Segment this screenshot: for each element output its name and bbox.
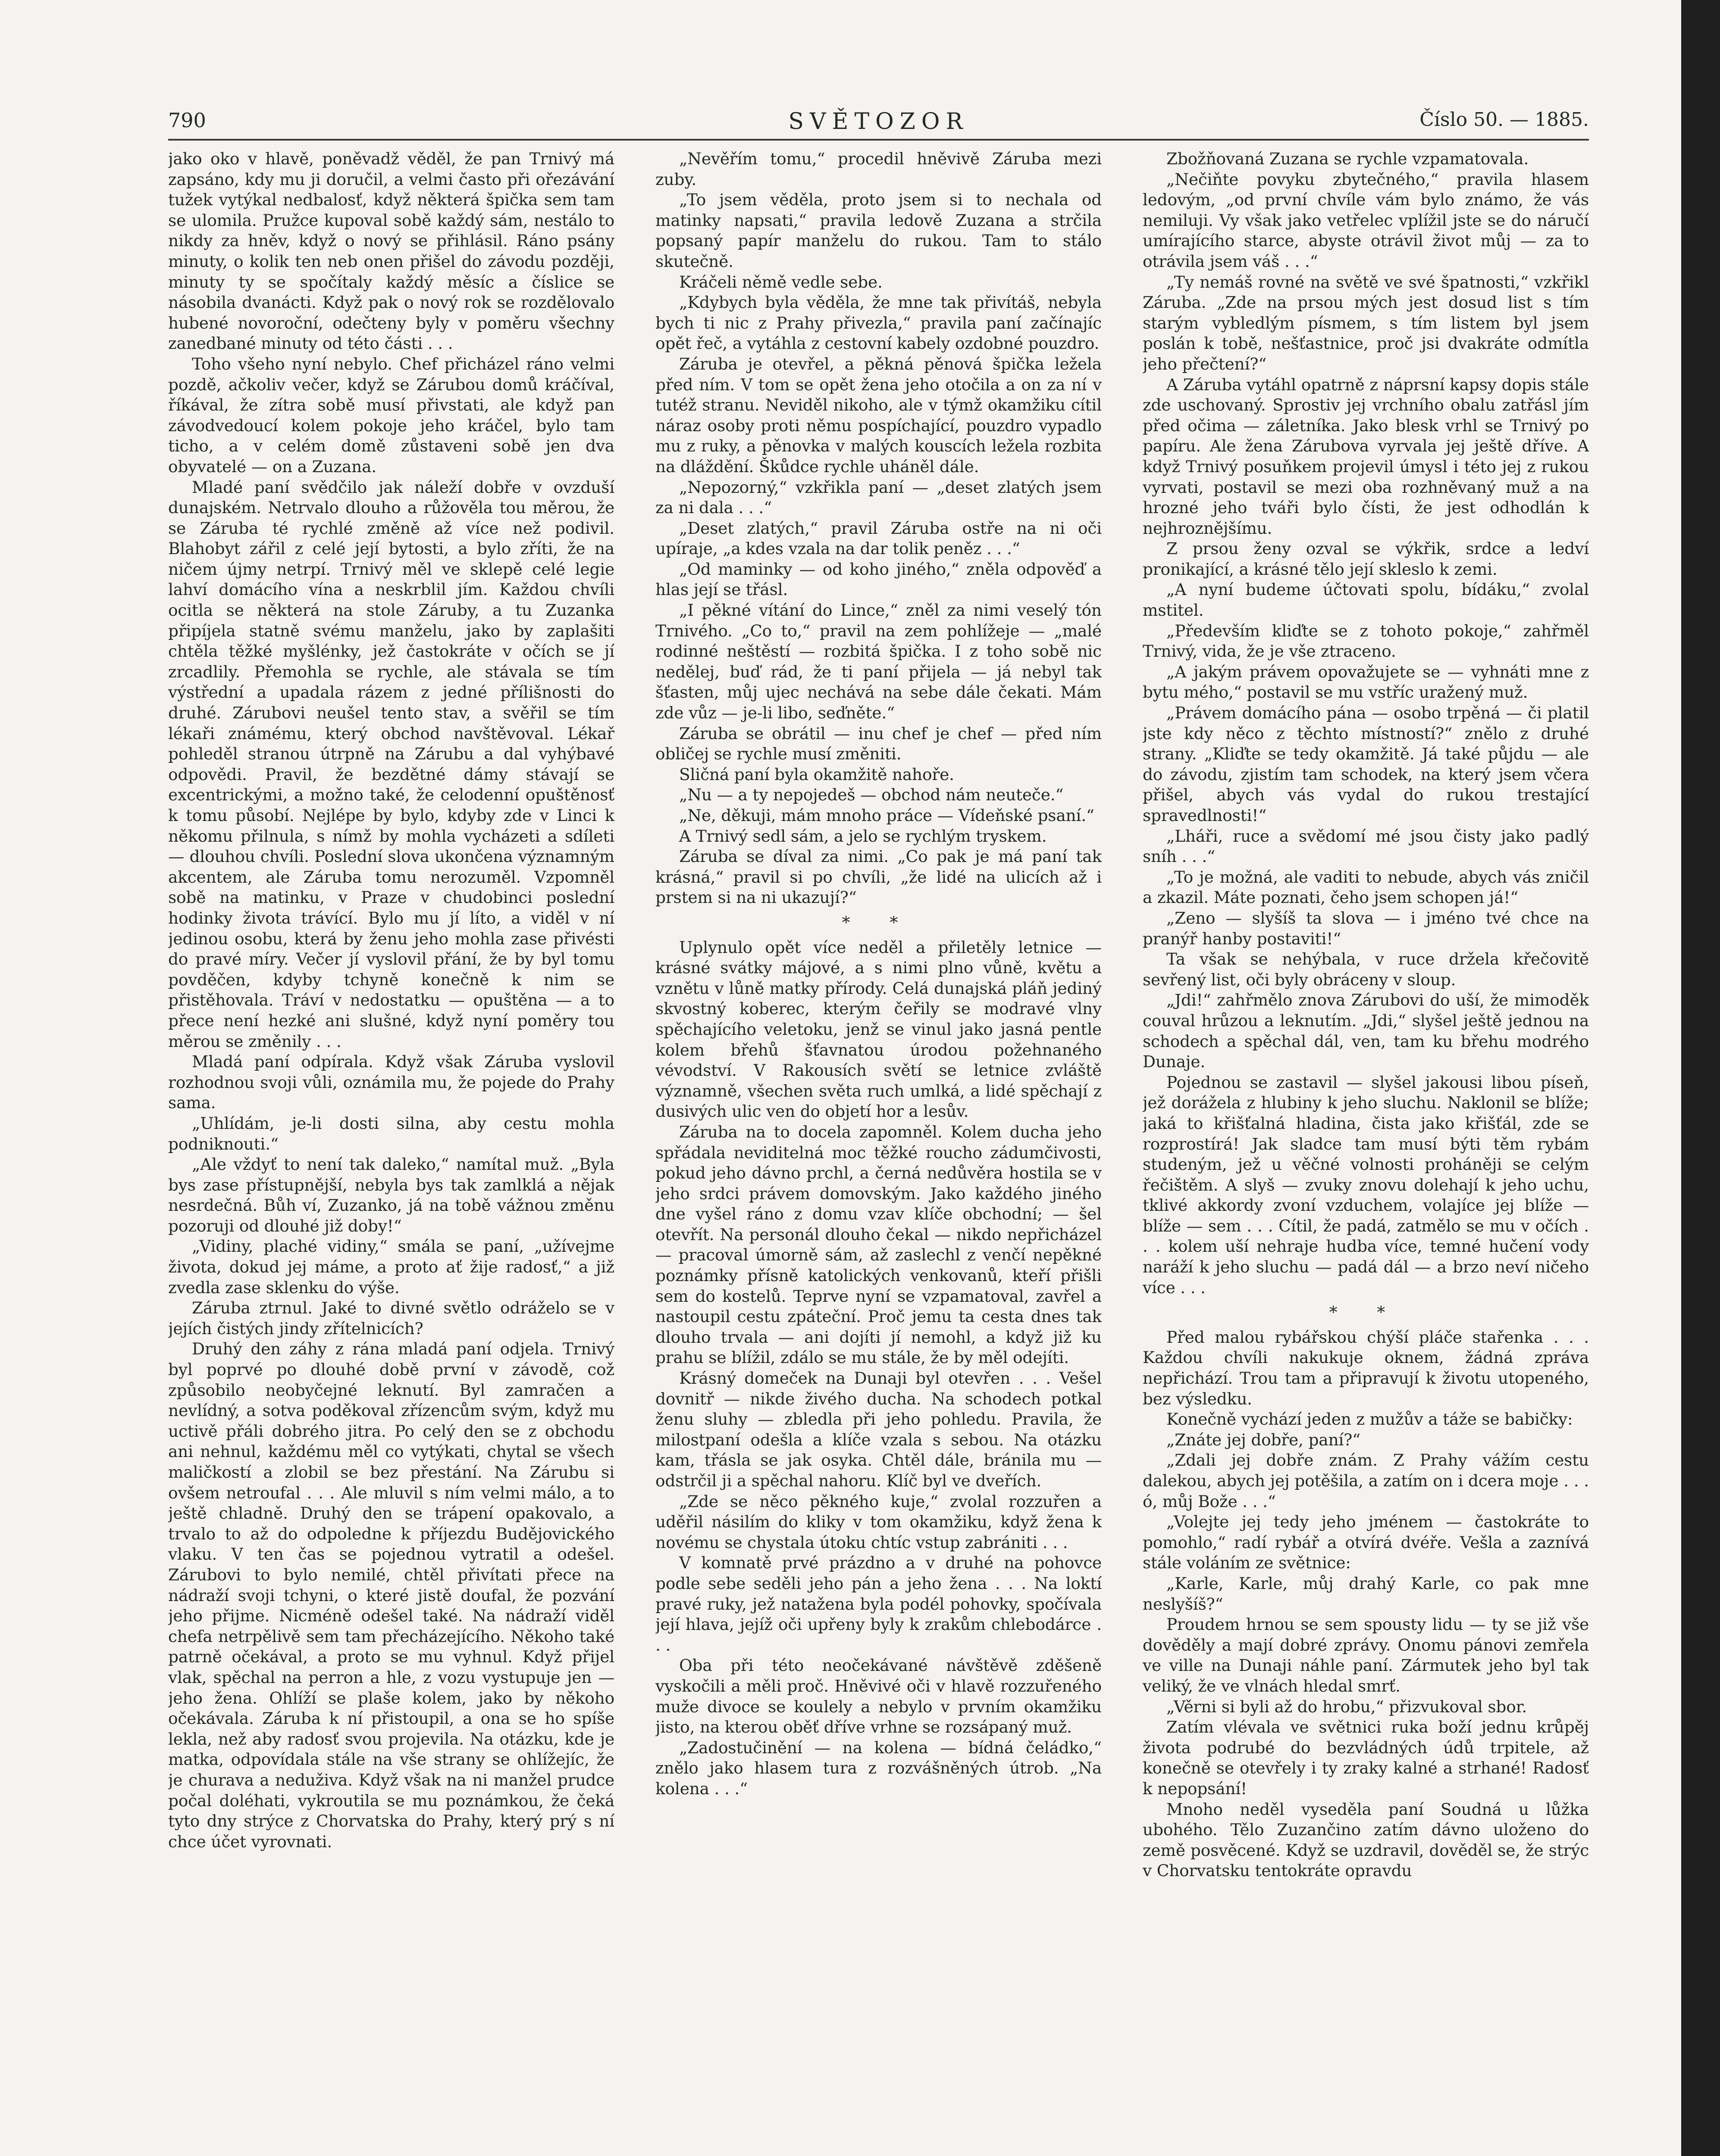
- paragraph: „Právem domácího pána — osobo trpěná — či platil jste kdy něco z těchto místností?“ znělo z druhé strany. „Kliďte se tedy okamžitě. Já také půjdu — ale do závodu, zjistím tam schodek, na který jsem včera přišel, abych vás vydal do rukou trestající spravedlnosti!“: [1143, 703, 1589, 825]
- paragraph: Zatím vlévala ve světnici ruka boží jednu krůpěj života podrubé do bezvládných údů trpitele, až konečně se otevřely i ty zraky kalné a strhané! Radosť k nepopsání!: [1143, 1717, 1589, 1798]
- paragraph: „Zde se něco pěkného kuje,“ zvolal rozzuřen a uděřil násilím do kliky v tom okamžiku, když žena k novému se chystala útoku chtíc vstup zabrániti . . .: [655, 1492, 1102, 1552]
- paragraph: „Od maminky — od koho jiného,“ zněla odpověď a hlas její se třásl.: [655, 559, 1102, 599]
- paragraph: „Nepozorný,“ vzkřikla paní — „deset zlatých jsem za ni dala . . .“: [655, 477, 1102, 517]
- paragraph: „I pěkné vítání do Lince,“ zněl za nimi veselý tón Trnivého. „Co to,“ pravil na zem pohlížeje — „malé rodinné neštěstí — rozbitá špička. I z toho sobě nic nedělej, buď rád, že ti paní přijela — já nebyl tak šťasten, můj ujec nechává na sebe dále čekati. Mám zde vůz — je-li libo, seďněte.“: [655, 601, 1102, 723]
- paragraph: „Jdi!“ zahřmělo znova Zárubovi do uší, že mimoděk couval hrůzou a leknutím. „Jdi,“ slyšel ještě jednou na schodech a spěchal dál, ven, tam ku břehu modrého Dunaje.: [1143, 990, 1589, 1072]
- paragraph: „Volejte jej tedy jeho jménem — častokráte to pomohlo,“ radí rybář a otvírá dvéře. Vešla a zaznívá stále voláním ze světnice:: [1143, 1512, 1589, 1573]
- paragraph: „Zeno — slyšíš ta slova — i jméno tvé chce na pranýř hanby postaviti!“: [1143, 908, 1589, 948]
- paragraph: „Zdali jej dobře znám. Z Prahy vážím cestu dalekou, abych jej potěšila, a zatím on i dcera moje . . . ó, můj Bože . . .“: [1143, 1451, 1589, 1511]
- paragraph: „A jakým právem opovažujete se — vyhnáti mne z bytu mého,“ postavil se mu vstříc uražený muž.: [1143, 662, 1589, 702]
- section-divider: * *: [842, 912, 915, 932]
- paragraph: Mnoho neděl vyseděla paní Soudná u lůžka ubohého. Tělo Zuzančino zatím dávno uloženo do země posvěcené. Když se uzdravil, dověděl se, že strýc v Chorvatsku tentokráte opravdu: [1143, 1799, 1589, 1880]
- paragraph: Záruba je otevřel, a pěkná pěnová špička ležela před ním. V tom se opět žena jeho otočila a on za ní v tutéž stranu. Neviděl nikoho, ale v týmž okamžiku cítil náraz osoby proti němu pospíchající, pouzdro vypadlo mu z ruky, a pěnovka v malých kouscích ležela rozbita na dláždění. Škůdce rychle uháněl dále.: [655, 354, 1102, 476]
- scan-edge: [1681, 0, 1720, 2156]
- paragraph: „Ne, děkuji, mám mnoho práce — Vídeňské psaní.“: [679, 806, 1094, 825]
- paragraph: „Ale vždyť to není tak daleko,“ namítal muž. „Byla bys zase přístupnější, nebyla bys tak zamlklá a nějak nesrdečná. Bůh ví, Zuzanko, já na tobě vážnou změnu pozoruji od dlouhé již doby!“: [168, 1155, 614, 1235]
- paragraph: Mladé paní svědčilo jak náleží dobře v ovzduší dunajském. Netrvalo dlouho a růžověla tou měrou, že se Záruba té rychlé změně až více než podivil. Blahobyt zářil z celé její bytosti, a bylo zříti, že na ničem újmy netrpí. Trnivý měl ve sklepě celé legie lahví domácího vína a neskrblil jím. Každou chvíli ocitla se některá na stole Záruby, a tu Zuzanka připíjela statně svému manželu, jako by zaplašiti chtěla těžké myšlénky, jež častokráte v očích se jí zrcadlily. Přemohla se rychle, ale stávala se tím výstřední a upadala rázem z jedné přílišnosti do druhé. Zárubovi neušel tento stav, a svěřil se tím lékaři známému, který obchod navštěvoval. Lékař pohleděl stranou útrpně na Zárubu a dal vyhýbavé odpovědi. Pravil, že bezdětné dámy stávají se excentrickými, a možno také, že celodenní opuštěnosť k tomu působí. Nejlépe by bylo, kdyby zde v Linci k někomu přilnula, s nímž by mohla vycházeti a sdíleti — dlouhou chvíli. Poslední slova ukončena významným akcentem, ale Záruba tomu nerozuměl. Vzpomněl sobě na matinku, v Praze v chudobinci poslední hodinky života trávící. Bylo mu jí líto, a viděl v ní jedinou osobu, která by ženu jeho mohla zase přivésti do pravé míry. Večer jí vyslovil přání, že by byl tomu povděčen, kdyby tchyně konečně k nim se přistěhovala. Tráví v nedostatku — opuštěna — a to přece není hezké ani slušné, když nyní poměry tou měrou se změnily . . .: [168, 477, 614, 1051]
- paragraph: „Znáte jej dobře, paní?“: [1166, 1430, 1361, 1449]
- paragraph: Ta však se nehýbala, v ruce držela křečovitě sevřený list, oči byly obráceny v sloup.: [1143, 950, 1589, 989]
- paragraph: Záruba se obrátil — inu chef je chef — před ním obličej se rychle musí změniti.: [655, 724, 1102, 764]
- paragraph: Záruba ztrnul. Jaké to divné světlo odráželo se v jejích čistých jindy zřítelnicích?: [168, 1298, 614, 1338]
- paragraph: Krásný domeček na Dunaji byl otevřen . . . Vešel dovnitř — nikde živého ducha. Na schodech potkal ženu sluhy — zbledla při jeho pohledu. Pravila, že milostpaní odešla a klíče vzala s sebou. Na otázku kam, třásla se jak osyka. Chtěl dále, bránila mu — odstrčil ji a spěchal nahoru. Klíč byl ve dveřích.: [655, 1369, 1102, 1490]
- paragraph: Konečně vychází jeden z mužův a táže se babičky:: [1166, 1410, 1573, 1429]
- paragraph: Toho všeho nyní nebylo. Chef přicházel ráno velmi pozdě, ačkoliv večer, když se Zárubou domů kráčíval, říkával, že zítra sobě musí přivstati, ale když pan závodvedoucí kolem pokoje jeho kráčel, bylo tam ticho, a v celém domě zůstaveni sobě jen dva obyvatelé — on a Zuzana.: [168, 354, 614, 476]
- paragraph: V komnatě prvé prázdno a v druhé na pohovce podle sebe seděli jeho pán a jeho žena . . . Na loktí pravé ruky, jež natažena byla podél pohovky, spočívala její hlava, jejíž oči upřeny byly k zrakům chlebodárce . . .: [655, 1553, 1102, 1655]
- paragraph: „To jsem věděla, proto jsem si to nechala od matinky napsati,“ pravila ledově Zuzana a strčila popsaný papír manželu do rukou. Tam to stálo skutečně.: [655, 190, 1102, 271]
- paragraph: Kráčeli němě vedle sebe.: [679, 272, 883, 291]
- journal-title: SVĚTOZOR: [788, 109, 969, 135]
- paragraph: „Uhlídám, je-li dosti silna, aby cestu mohla podniknouti.“: [168, 1113, 614, 1153]
- paragraph: Sličná paní byla okamžitě nahoře.: [679, 765, 954, 784]
- page-header: [168, 109, 1589, 139]
- text-column-3: [1143, 149, 1589, 2156]
- paragraph: „Lháři, ruce a svědomí mé jsou čisty jako padlý sníh . . .“: [1143, 826, 1589, 866]
- paragraph: „Deset zlatých,“ pravil Záruba ostře na ni oči upíraje, „a kdes vzala na dar tolik peněz . . .“: [655, 518, 1102, 558]
- paragraph: „Nu — a ty nepojedeš — obchod nám neuteče.“: [679, 785, 1064, 805]
- paragraph: „Karle, Karle, můj drahý Karle, co pak mne neslyšíš?“: [1143, 1573, 1589, 1614]
- paragraph: A Záruba vytáhl opatrně z náprsní kapsy dopis stále zde uschovaný. Sprostiv jej vrchního obalu zatřásl jím před očima — záletníka. Jako blesk vrhl se Trnivý po papíru. Ale žena Zárubova vyrvala jej ještě dříve. A když Trnivý posuňkem projevil úmysl i této jej z rukou vyrvati, postavil se mezi oba rozhněvaný muž a na hrozné jeho tváři bylo čísti, že jest odhodlán k nejhroznějšímu.: [1143, 375, 1589, 538]
- paragraph: Z prsou ženy ozval se výkřik, srdce a ledví pronikající, a krásné tělo její skleslo k zemi.: [1143, 539, 1589, 579]
- paragraph: Oba při této neočekávané návštěvě zděšeně vyskočili a měli proč. Hněvivé oči v hlavě rozzuřeného muže divoce se koulely a nebylo v prvním okamžiku jisto, na kterou oběť dříve vrhne se rozsápaný muž.: [655, 1656, 1102, 1737]
- paragraph: „Zadostučinění — na kolena — bídná čeládko,“ znělo jako hlasem tura z rozvášněných útrob. „Na kolena . . .“: [655, 1738, 1102, 1798]
- paragraph: „To je možná, ale vaditi to nebude, abych vás zničil a zkazil. Máte poznati, čeho jsem schopen já!“: [1143, 867, 1589, 907]
- paragraph: A Trnivý sedl sám, a jelo se rychlým tryskem.: [679, 826, 1047, 846]
- paragraph: Pojednou se zastavil — slyšel jakousi libou píseň, jež dorážela z hlubiny k jeho sluchu. Naklonil se blíže; jaká to křišťalná hladina, čista jako křišťál, zde se rozprostírá! Jak sladce tam musí býti těm rybám studeným, jež u věčné volnosti proháněji se celým řečištěm. A slyš — zvuky znovu dolehají k jeho uchu, tklivé akkordy zvoní vzduchem, volajíce jej blíže — blíže — sem . . . Cítil, že padá, zatmělo se mu v očích . . . kolem uší nehraje hudba více, temné hučení vody naráží k jeho sluchu — padá dál — a brzo neví ničeho více . . .: [1143, 1072, 1589, 1297]
- paragraph: Záruba na to docela zapomněl. Kolem ducha jeho spřádala neviditelná moc těžké roucho zádumčivosti, pokud jeho dávno prchl, a černá nedůvěra hostila se v jeho srdci právem domovským. Jako každého jiného dne vyšel ráno z domu vzav klíče obchodní; — šel otevřít. Na personál dlouho čekal — nikdo nepřicházel — pracoval úmorně sám, až zaslechl z venčí nepěkné poznámky přísně katolických venkovanů, kteří přišli sem do kostelů. Teprve nyní se vzpamatoval, zavřel a nastoupil cestu zpáteční. Proč jemu ta cesta dnes tak dlouho trvala — ani dojíti jí nemohl, a když již ku prahu se blížil, zdálo se mu stále, že by měl odejíti.: [655, 1122, 1102, 1367]
- issue-label: Číslo 50. — 1885.: [1419, 109, 1589, 131]
- paragraph: „Kdybych byla věděla, že mne tak přivítáš, nebyla bych ti nic z Prahy přivezla,“ pravila paní začínajíc opět řeč, a vytáhla z cestovní kabely ozdobné pouzdro.: [655, 293, 1102, 353]
- paragraph: Záruba se díval za nimi. „Co pak je má paní tak krásná,“ pravil si po chvíli, „že lidé na ulicích až i prstem si na ni ukazují?“: [655, 847, 1102, 907]
- text-column-2: [655, 149, 1102, 2156]
- text-column-1: [168, 149, 614, 2156]
- paragraph: „Ty nemáš rovné na světě ve své špatnosti,“ vzkřikl Záruba. „Zde na prsou mých jest dosud list s tím starým vybledlým písmem, s tím listem byl jsem poslán k tobě, nešťastnice, proč jsi dvakráte odmítla jeho přečtení?“: [1143, 272, 1589, 373]
- header-rule: [168, 139, 1589, 141]
- paragraph: Před malou rybářskou chýší pláče stařenka . . . Každou chvíli nakukuje oknem, žádná zpráva nepřichází. Trou tam a připravují k životu utopeného, bez výsledku.: [1143, 1327, 1589, 1408]
- paragraph: „Nečiňte povyku zbytečného,“ pravila hlasem ledovým, „od první chvíle vám bylo známo, že vás nemiluji. Vy však jako vetřelec vplížil jste se do náručí umírajícího starce, abyste otrávil život můj — za to otrávila jsem váš . . .“: [1143, 169, 1589, 271]
- page-number: 790: [168, 109, 206, 132]
- paragraph: „A nyní budeme účtovati spolu, bídáku,“ zvolal mstitel.: [1143, 580, 1589, 620]
- paragraph: „Věrni si byli až do hrobu,“ přizvukoval sbor.: [1166, 1697, 1527, 1716]
- paragraph: „Vidiny, plaché vidiny,“ smála se paní, „užívejme života, dokud jej máme, a proto ať žije radosť,“ a již zvedla zase sklenku do výše.: [168, 1237, 614, 1297]
- paragraph: Mladá paní odpírala. Když však Záruba vyslovil rozhodnou svoji vůli, oznámila mu, že pojede do Prahy sama.: [168, 1052, 614, 1112]
- paragraph: Zbožňovaná Zuzana se rychle vzpamatovala.: [1166, 149, 1529, 168]
- paragraph: Druhý den záhy z rána mladá paní odjela. Trnivý byl poprvé po dlouhé době první v závodě, což způsobilo neobyčejné leknutí. Byl zamračen a nevlídný, a sotva poděkoval zřízencům svým, když mu uctivě přáli dobrého jitra. Po celý den se z obchodu ani nehnul, každému měl co vytýkati, chytal se všech maličkostí a zlobil se bez přestání. Na Zárubu si ovšem netroufal . . . Ale mluvil s ním velmi málo, a to ještě chladně. Druhý den se trápení opakovalo, a trvalo to až do odpoledne k příjezdu Budějovického vlaku. V ten čas se pojednou vytratil a odešel. Zárubovi to bylo nemilé, chtěl přivítati přece na nádraží svoji tchyni, o které jistě doufal, že pozvání jeho přijme. Nicméně odešel také. Na nádraží viděl chefa netrpělivě sem tam přecházejícího. Někoho také patrně očekával, a proto se mu vyhnul. Když přijel vlak, spěchal na perron a hle, z vozu vystupuje jen — jeho žena. Ohlíží se plaše kolem, jako by někoho očekávala. Záruba k ní přistoupil, a ona se ho spíše lekla, než aby radosť svou projevila. Na otázku, kde je matka, odpovídala stále na vše strany se ohlížejíc, že je churava a neduživa. Když však na ni manžel prudce počal doléhati, vykroutila se mu poznámkou, že čeká tyto dny strýce z Chorvatska do Prahy, který prý s ní chce účet vyrovnati.: [168, 1339, 614, 1851]
- section-divider: * *: [1329, 1303, 1403, 1322]
- paragraph: „Nevěřím tomu,“ procedil hněvivě Záruba mezi zuby.: [655, 149, 1102, 189]
- paragraph: „Především kliďte se z tohoto pokoje,“ zahřměl Trnivý, vida, že je vše ztraceno.: [1143, 621, 1589, 661]
- paragraph: jako oko v hlavě, poněvadž věděl, že pan Trnivý má zapsáno, kdy mu ji doručil, a velmi často při ořezávání tužek vytýkal nedbalosť, když některá špička sem tam se ulomila. Pružce kupoval sobě každý sám, nestálo to nikdy za hněv, když o nový se přihlásil. Ráno psány minuty, o kolik ten neb onen přišel do závodu později, minuty ty se spočítaly každý měsíc a číslice se násobila dvanácti. Když pak o nový rok se rozdělovalo hubené novoroční, odečteny byly v poměru všechny zanedbané minuty od této části . . .: [168, 149, 614, 353]
- paragraph: Proudem hrnou se sem spousty lidu — ty se již vše dověděly a mají dobré zprávy. Onomu pánovi zemřela ve ville na Dunaji náhle paní. Zármutek jeho byl tak veliký, že ve vlnách hledal smrť.: [1143, 1615, 1589, 1695]
- paragraph: Uplynulo opět více neděl a přiletěly letnice — krásné svátky májové, a s nimi plno vůně, květu a vznětu v lůně matky přírody. Celá dunajská pláň jediný skvostný koberec, kterým čeřily se modravé vlny spěchajícího veletoku, jenž se vinul jako jasná pentle kolem břehů šťavnatou úrodou požehnaného vévodství. V Rakousích světí se letnice zvláště významně, všechen světa ruch umlká, a lidé spěchají z dusivých ulic ven do objetí hor a lesův.: [655, 937, 1102, 1121]
